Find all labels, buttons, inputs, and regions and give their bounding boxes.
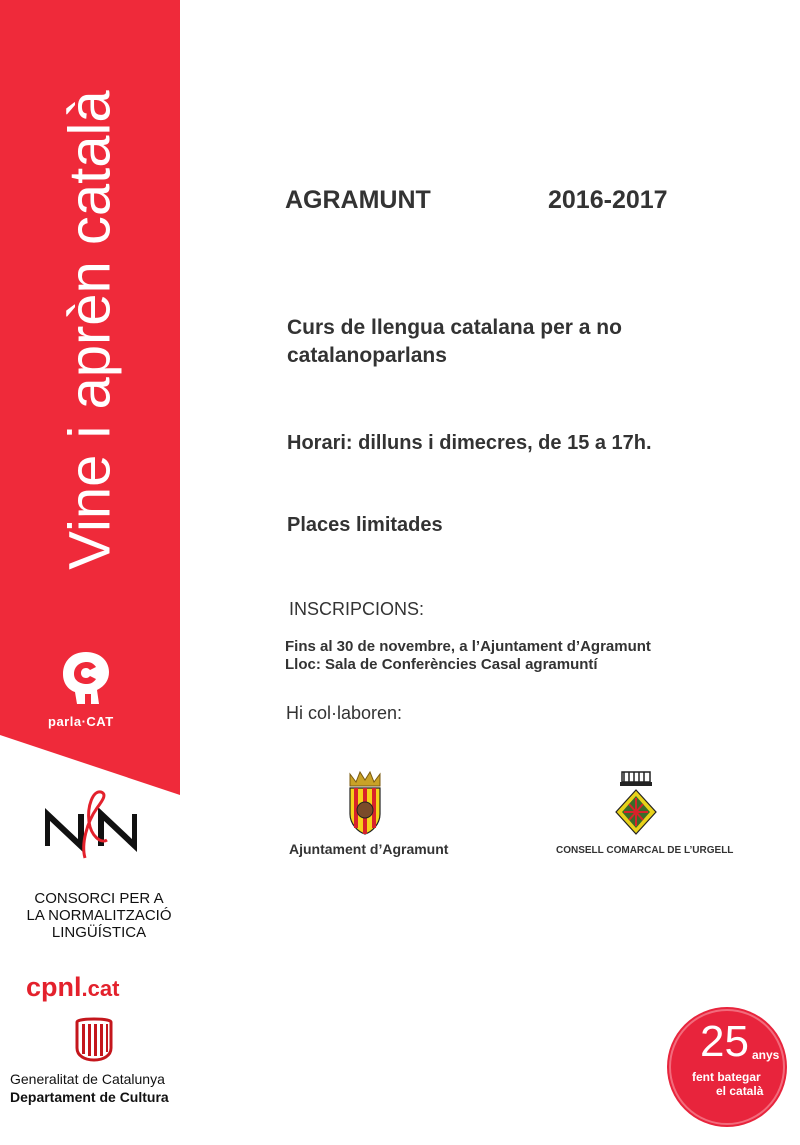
inscriptions-place: Lloc: Sala de Conferències Casal agramuntí [285, 656, 598, 673]
cpnl-website-link[interactable] [26, 972, 119, 1003]
generalitat-name: Generalitat de Catalunya [10, 1071, 165, 1087]
ajuntament-shield-icon [344, 770, 386, 836]
consell-comarcal-label: CONSELL COMARCAL DE L’URGELL [556, 845, 734, 856]
places-text: Places limitades [287, 514, 443, 536]
parla-cat-logo-icon [55, 648, 117, 708]
generalitat-department: Departament de Cultura [10, 1089, 169, 1105]
cpnl-name [24, 890, 174, 941]
year-title: 2016-2017 [548, 186, 668, 214]
inscriptions-title: INSCRIPCIONS: [289, 599, 425, 619]
collaborators-title: Hi col·laboren: [286, 703, 403, 723]
cpnl-website-suffix: .cat [81, 976, 120, 1001]
town-title: AGRAMUNT [285, 186, 431, 214]
inscriptions-until: Fins al 30 de novembre, a l’Ajuntament d’Agramunt [285, 638, 651, 655]
consell-comarcal-shield-icon [612, 770, 660, 838]
ajuntament-label: Ajuntament d’Agramunt [289, 841, 449, 857]
cpnl-name-line: CONSORCI PER A [34, 890, 164, 907]
cpnl-name-line: LINGÜÍSTICA [51, 924, 147, 941]
course-title: Curs de llengua catalana per a no catalanoparlans [287, 316, 622, 367]
schedule-text: Horari: dilluns i dimecres, de 15 a 17h. [287, 432, 652, 454]
cpnl-logo-icon [45, 788, 137, 862]
slogan-text: Vine i aprèn català [57, 90, 123, 570]
badge-number: 25 [700, 1017, 749, 1066]
cpnl-website-main: cpnl [26, 972, 82, 1002]
generalitat-shield-icon [73, 1016, 115, 1062]
badge-unit: anys [752, 1048, 780, 1062]
cpnl-name-line: LA NORMALITZACIÓ [26, 907, 172, 924]
parla-cat-label: parla·CAT [48, 714, 114, 729]
badge-line-2: el català [716, 1084, 764, 1098]
badge-line-1: fent bategar [692, 1070, 761, 1084]
